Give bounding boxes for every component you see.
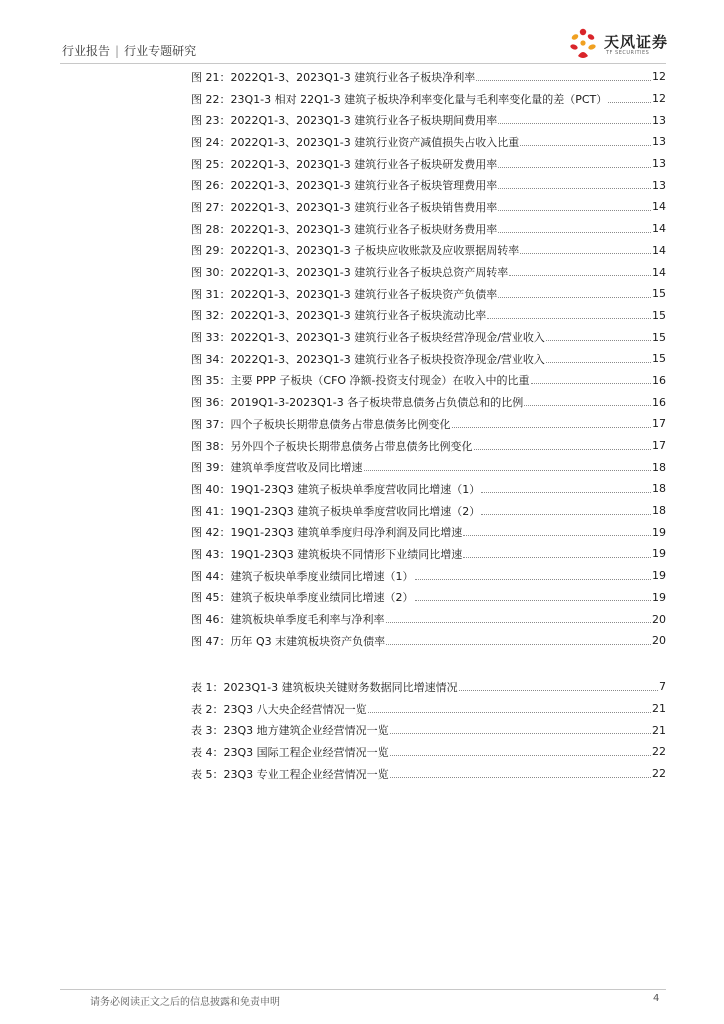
figure-entry-page[interactable]: 18: [652, 460, 666, 474]
figure-entry[interactable]: [191, 565, 666, 587]
dot-leader: [386, 621, 652, 623]
figure-entry[interactable]: [191, 608, 666, 630]
figure-entry-label[interactable]: 图 47：历年 Q3 末建筑板块资产负债率: [191, 634, 386, 648]
figure-entry-label[interactable]: 图 40：19Q1-23Q3 建筑子板块单季度营收同比增速（1）: [191, 482, 481, 496]
header-separator: |: [115, 44, 120, 58]
figure-entry-label[interactable]: 图 30：2022Q1-3、2023Q1-3 建筑行业各子板块总资产周转率: [191, 266, 509, 280]
figure-entry-page[interactable]: 14: [652, 265, 666, 279]
figure-entry-label[interactable]: 图 37：四个子板块长期带息债务占带息债务比例变化: [191, 417, 451, 431]
figure-entry-label[interactable]: 图 39：建筑单季度营收及同比增速: [191, 461, 363, 475]
footer-disclaimer: 请务必阅读正文之后的信息披露和免责申明: [90, 997, 280, 1008]
dot-leader: [452, 426, 652, 428]
table-entry[interactable]: [191, 698, 666, 720]
dot-leader: [476, 79, 651, 81]
dot-leader: [481, 491, 651, 493]
table-entry-page[interactable]: 21: [652, 723, 666, 737]
logo-subtitle: TF SECURITIES: [606, 50, 650, 56]
dot-leader: [546, 339, 651, 341]
dot-leader: [481, 513, 651, 515]
dot-leader: [390, 732, 651, 734]
dot-leader: [498, 231, 651, 233]
figure-entry-page[interactable]: 13: [652, 178, 666, 192]
figure-entry-label[interactable]: 图 26：2022Q1-3、2023Q1-3 建筑行业各子板块管理费用率: [191, 179, 498, 193]
figure-entry-page[interactable]: 15: [652, 330, 666, 344]
report-type: 行业报告: [62, 44, 111, 58]
figure-entry[interactable]: [191, 88, 666, 110]
figure-entry[interactable]: [191, 370, 666, 392]
figure-entry-label[interactable]: 图 24：2022Q1-3、2023Q1-3 建筑行业资产减值损失占收入比重: [191, 135, 520, 149]
report-subtype: 行业专题研究: [124, 44, 197, 58]
table-entry-page[interactable]: 22: [652, 767, 666, 781]
figure-entry[interactable]: [191, 261, 666, 283]
dot-leader: [463, 556, 651, 558]
figure-entry[interactable]: [191, 478, 666, 500]
dot-leader: [509, 274, 651, 276]
dot-leader: [546, 361, 651, 363]
figure-entry-page[interactable]: 12: [652, 70, 666, 84]
dot-leader: [368, 711, 651, 713]
dot-leader: [520, 252, 651, 254]
dot-leader: [390, 776, 651, 778]
figure-entry-label[interactable]: 图 22：23Q1-3 相对 22Q1-3 建筑子板块净利率变化量与毛利率变化量的差（PCT）: [191, 92, 608, 106]
figure-entry-page[interactable]: 16: [652, 395, 666, 409]
company-logo: [566, 26, 676, 62]
table-entry-page[interactable]: 22: [652, 745, 666, 759]
figure-entry-page[interactable]: 12: [652, 92, 666, 106]
figure-entry[interactable]: [191, 218, 666, 240]
logo-name: 天风证券: [604, 33, 669, 51]
figure-entry-label[interactable]: 图 42：19Q1-23Q3 建筑单季度归母净利润及同比增速: [191, 526, 463, 540]
figure-entry[interactable]: [191, 305, 666, 327]
figure-entry-page[interactable]: 16: [652, 373, 666, 387]
figure-entry-label[interactable]: 图 29：2022Q1-3、2023Q1-3 子板块应收账款及应收票据周转率: [191, 244, 520, 258]
figure-entry-label[interactable]: 图 27：2022Q1-3、2023Q1-3 建筑行业各子板块销售费用率: [191, 200, 498, 214]
figure-entry-page[interactable]: 20: [652, 612, 666, 626]
figure-entry-label[interactable]: 图 32：2022Q1-3、2023Q1-3 建筑行业各子板块流动比率: [191, 309, 487, 323]
figure-entry[interactable]: [191, 413, 666, 435]
figure-entry-label[interactable]: 图 38：另外四个子板块长期带息债务占带息债务比例变化: [191, 439, 473, 453]
dot-leader: [390, 754, 651, 756]
dot-leader: [520, 144, 651, 146]
figure-entry-page[interactable]: 13: [652, 113, 666, 127]
figure-entry[interactable]: [191, 240, 666, 262]
figure-entry-label[interactable]: 图 31：2022Q1-3、2023Q1-3 建筑行业各子板块资产负债率: [191, 287, 498, 301]
figure-entry-page[interactable]: 17: [652, 417, 666, 431]
footer-divider: [60, 989, 666, 990]
figure-entry[interactable]: [191, 326, 666, 348]
dot-leader: [498, 166, 651, 168]
dot-leader: [474, 448, 652, 450]
figure-entry[interactable]: [191, 109, 666, 131]
report-category: [62, 42, 196, 59]
figure-entry[interactable]: [191, 391, 666, 413]
figure-entry[interactable]: [191, 153, 666, 175]
table-entry-page[interactable]: 21: [652, 702, 666, 716]
figure-entry-label[interactable]: 图 23：2022Q1-3、2023Q1-3 建筑行业各子板块期间费用率: [191, 114, 498, 128]
figure-entry[interactable]: [191, 66, 666, 88]
figure-entry[interactable]: [191, 500, 666, 522]
figure-entry-label[interactable]: 图 45：建筑子板块单季度业绩同比增速（2）: [191, 591, 414, 605]
figure-entry[interactable]: [191, 521, 666, 543]
figure-entry-page[interactable]: 15: [652, 352, 666, 366]
figure-entry-label[interactable]: 图 36：2019Q1-3-2023Q1-3 各子板块带息债务占负债总和的比例: [191, 396, 524, 410]
figure-entry[interactable]: [191, 174, 666, 196]
dot-leader: [459, 689, 658, 691]
dot-leader: [498, 296, 651, 298]
figure-entry-page[interactable]: 14: [652, 200, 666, 214]
dot-leader: [498, 209, 651, 211]
figure-entry-page[interactable]: 19: [652, 547, 666, 561]
figure-entry-page[interactable]: 20: [652, 634, 666, 648]
dot-leader: [386, 643, 651, 645]
table-entry[interactable]: [191, 676, 666, 698]
figure-entry-page[interactable]: 14: [652, 243, 666, 257]
table-entry[interactable]: [191, 763, 666, 785]
table-entry-label[interactable]: 表 4：23Q3 国际工程企业经营情况一览: [191, 745, 389, 759]
table-entry-label[interactable]: 表 3：23Q3 地方建筑企业经营情况一览: [191, 724, 389, 738]
page-number: 4: [653, 993, 660, 1004]
dot-leader: [463, 534, 651, 536]
dot-leader: [531, 382, 651, 384]
figure-entry-page[interactable]: 19: [652, 525, 666, 539]
header-divider: [60, 63, 666, 64]
figure-entry[interactable]: [191, 283, 666, 305]
figure-entry-page[interactable]: 18: [652, 504, 666, 518]
figure-entry-page[interactable]: 15: [652, 308, 666, 322]
table-entry[interactable]: [191, 741, 666, 763]
figure-entry-label[interactable]: 图 41：19Q1-23Q3 建筑子板块单季度营收同比增速（2）: [191, 504, 481, 518]
tf-logo-icon: [566, 26, 600, 62]
dot-leader: [415, 599, 652, 601]
table-entry-label[interactable]: 表 5：23Q3 专业工程企业经营情况一览: [191, 767, 389, 781]
figure-entry-label[interactable]: 图 46：建筑板块单季度毛利率与净利率: [191, 613, 385, 627]
table-toc: [191, 676, 666, 784]
figure-entry[interactable]: [191, 131, 666, 153]
figure-entry-label[interactable]: 图 35：主要 PPP 子板块（CFO 净额-投资支付现金）在收入中的比重: [191, 374, 530, 388]
figure-entry[interactable]: [191, 587, 666, 609]
figure-entry-label[interactable]: 图 28：2022Q1-3、2023Q1-3 建筑行业各子板块财务费用率: [191, 222, 498, 236]
figure-entry-page[interactable]: 15: [652, 287, 666, 301]
figure-entry-page[interactable]: 17: [652, 439, 666, 453]
figure-entry-page[interactable]: 18: [652, 482, 666, 496]
figure-toc: [191, 66, 666, 652]
figure-entry[interactable]: [191, 630, 666, 652]
figure-entry-label[interactable]: 图 43：19Q1-23Q3 建筑板块不同情形下业绩同比增速: [191, 547, 463, 561]
dot-leader: [524, 404, 651, 406]
figure-entry-page[interactable]: 14: [652, 222, 666, 236]
figure-entry[interactable]: [191, 456, 666, 478]
table-entry[interactable]: [191, 719, 666, 741]
figure-entry[interactable]: [191, 348, 666, 370]
dot-leader: [364, 469, 652, 471]
figure-entry-label[interactable]: 图 21：2022Q1-3、2023Q1-3 建筑行业各子板块净利率: [191, 70, 476, 84]
figure-entry[interactable]: [191, 196, 666, 218]
dot-leader: [608, 101, 651, 103]
dot-leader: [487, 317, 651, 319]
table-entry-page[interactable]: 7: [659, 680, 666, 694]
table-entry-label[interactable]: 表 1：2023Q1-3 建筑板块关键财务数据同比增速情况: [191, 680, 458, 694]
figure-entry-page[interactable]: 19: [652, 590, 666, 604]
dot-leader: [498, 187, 651, 189]
figure-entry-label[interactable]: 图 33：2022Q1-3、2023Q1-3 建筑行业各子板块经营净现金/营业收入: [191, 331, 545, 345]
dot-leader: [498, 122, 651, 124]
figure-entry-page[interactable]: 19: [652, 569, 666, 583]
figure-entry[interactable]: [191, 543, 666, 565]
figure-entry-label[interactable]: 图 44：建筑子板块单季度业绩同比增速（1）: [191, 569, 414, 583]
figure-entry-label[interactable]: 图 34：2022Q1-3、2023Q1-3 建筑行业各子板块投资净现金/营业收入: [191, 352, 545, 366]
table-entry-label[interactable]: 表 2：23Q3 八大央企经营情况一览: [191, 702, 367, 716]
figure-entry-label[interactable]: 图 25：2022Q1-3、2023Q1-3 建筑行业各子板块研发费用率: [191, 157, 498, 171]
figure-entry[interactable]: [191, 435, 666, 457]
figure-entry-page[interactable]: 13: [652, 157, 666, 171]
page-header: [0, 0, 724, 70]
dot-leader: [415, 578, 652, 580]
figure-entry-page[interactable]: 13: [652, 135, 666, 149]
